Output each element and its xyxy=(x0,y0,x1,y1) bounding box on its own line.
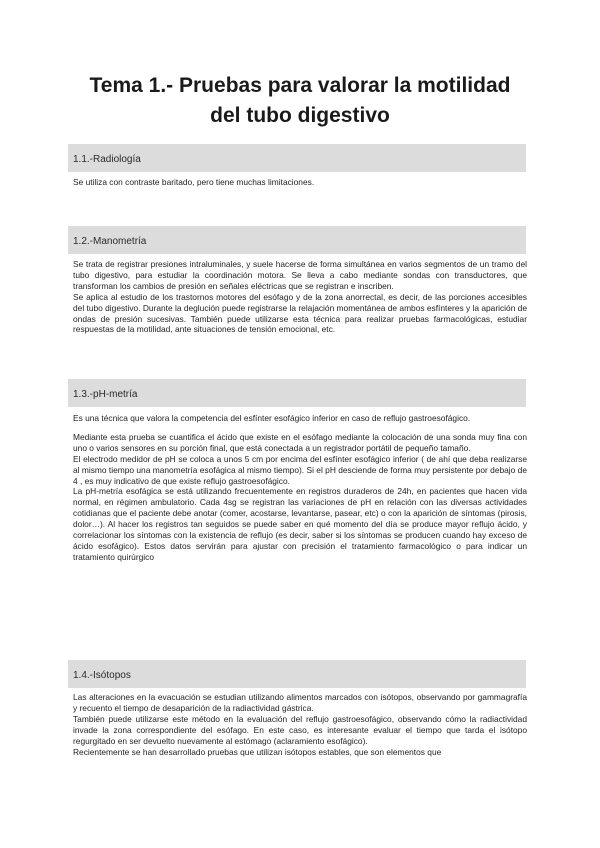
section-body-radiologia xyxy=(73,177,527,188)
paragraph: Se aplica al estudio de los trastornos motores del esófago y de la zona anorrectal, es decir, de las porciones accesibles del tubo digestivo. Durante la deglución puede registrarse la relajación momentánea de ambos esfínteres y la aparición de ondas de presión sucesivas. También puede utilizarse esta técnica para realizar pruebas farmacológicas, estudiar respuestas de la motilidad, ante situaciones de tensión emocional, etc. xyxy=(73,291,527,335)
document-title-line-2: del tubo digestivo xyxy=(210,104,390,127)
document-title-line-1: Tema 1.- Pruebas para valorar la motilidad xyxy=(89,74,511,97)
section-heading-radiologia: 1.1.-Radiología xyxy=(68,144,526,172)
paragraph: También puede utilizarse este método en la evaluación del reflujo gastroesofágico, observando cómo la radiactividad invade la zona correspondiente del esófago. En este caso, es interesante evaluar el tiempo que tarda el isótopo regurgitado en ser devuelto nuevamente al estómago (aclaramiento esofágico). xyxy=(73,713,527,746)
paragraph-spacer xyxy=(73,424,527,432)
paragraph: Mediante esta prueba se cuantifica el ácido que existe en el esófago mediante la colocación de una sonda muy fina con uno o varios sensores en su porción final, que está conectada a un registrador portátil de pequeño tamaño. xyxy=(73,431,527,453)
section-heading-ph-metria: 1.3.-pH-metría xyxy=(68,379,526,407)
section-body-manometria xyxy=(73,259,527,335)
paragraph: El electrodo medidor de pH se coloca a unos 5 cm por encima del esfínter esofágico inferior ( de ahí que deba realizarse al mismo tiempo una manometría esofágica al mismo tiempo). Si el pH desciende de forma muy persistente por debajo de 4 , es muy indicativo de que existe reflujo gastroesofágico. xyxy=(73,453,527,486)
paragraph: Las alteraciones en la evacuación se estudian utilizando alimentos marcados con isótopos, observando por gammagrafía y recuento el tiempo de desaparición de la radiactividad gástrica. xyxy=(73,692,527,713)
section-heading-manometria: 1.2.-Manometría xyxy=(68,226,526,254)
section-body-ph-metria xyxy=(73,413,527,563)
paragraph: Se utiliza con contraste baritado, pero tiene muchas limitaciones. xyxy=(73,177,315,187)
paragraph: Recientemente se han desarrollado pruebas que utilizan isótopos estables, que son elementos que xyxy=(73,746,442,757)
paragraph: La pH-metría esofágica se está utilizando frecuentemente en registros duraderos de 24h, en pacientes que hacen vida normal, en régimen ambulatorio. Cada 4sg se registran las variaciones de pH en relación con las diversas actividades cotidianas que el paciente debe anotar (comer, acostarse, levantarse, pasear, etc) o con la aparición de síntomas (pirosis, dolor…). Al hacer los registros tan seguidos se puede saber en qué momento del día se produce mayor reflujo ácido, y correlacionar los síntomas con la existencia de reflujo (es decir, saber si los síntomas se producen cuando hay exceso de ácido esofágico). Estos datos servirán para ajustar con precisión el tratamiento farmacológico o para indicar un tratamiento quirúrgico xyxy=(73,486,527,562)
paragraph: Es una técnica que valora la competencia del esfínter esofágico inferior en caso de reflujo gastroesofágico. xyxy=(73,413,471,423)
section-body-isotopos xyxy=(73,692,527,757)
paragraph: Se trata de registrar presiones intraluminales, y suele hacerse de forma simultánea en varios segmentos de un tramo del tubo digestivo, para estudiar la coordinación motora. Se lleva a cabo mediante sondas con transductores, que transforman los cambios de presión en señales eléctricas que se registran e inscriben. xyxy=(73,259,527,291)
section-heading-isotopos: 1.4.-Isótopos xyxy=(68,660,526,688)
document-title xyxy=(40,71,560,131)
